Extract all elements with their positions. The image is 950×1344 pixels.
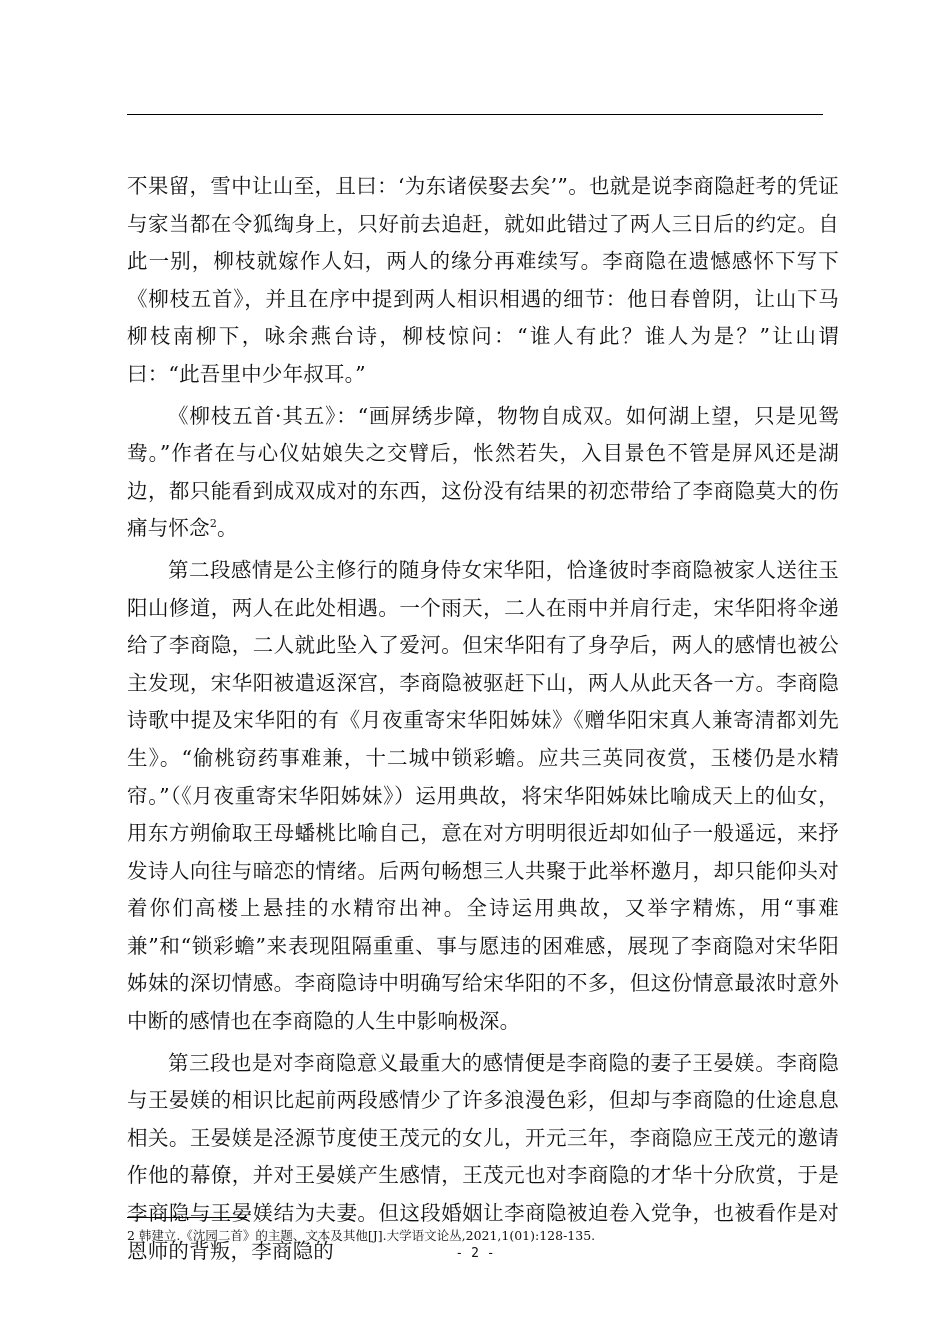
body-text: [127, 168, 839, 1274]
paragraph-4-text: 第三段也是对李商隐意义最重大的感情便是李商隐的妻子王晏媄。李商隐与王晏媄的相识比起前两段感情少了许多浪漫色彩，但却与李商隐的仕途息息相关。王晏媄是泾源节度使王茂元的女儿，开元三年，李商隐应王茂元的邀请作他的幕僚，并对王晏媄产生感情，王茂元也对李商隐的才华十分欣赏，于是李商隐与王晏媄结为夫妻。但这段婚姻让李商隐被迫卷入党争，也被看作是对恩师的背叛，李商隐的: [127, 1050, 839, 1263]
paragraph-3-text: 第二段感情是公主修行的随身侍女宋华阳，恰逢彼时李商隐被家人送往玉阳山修道，两人在此处相遇。一个雨天，二人在雨中并肩行走，宋华阳将伞递给了李商隐，二人就此坠入了爱河。但宋华阳有了身孕后，两人的感情也被公主发现，宋华阳被遣返深宫，李商隐被驱赶下山，两人从此天各一方。李商隐诗歌中提及宋华阳的有《月夜重寄宋华阳姊妹》《赠华阳宋真人兼寄清都刘先生》。“偷桃窃药事难兼，十二城中锁彩蟾。应共三英同夜赏，玉楼仍是水精帘。”（《月夜重寄宋华阳姊妹》）运用典故，将宋华阳姊妹比喻成天上的仙女，用东方朔偷取王母蟠桃比喻自己，意在对方明明很近却如仙子一般遥远，来抒发诗人向往与暗恋的情绪。后两句畅想三人共聚于此举杯邀月，却只能仰头对着你们高楼上悬挂的水精帘出神。全诗运用典故，又举字精炼，用“事难兼”和“锁彩蟾”来表现阻隔重重、事与愿违的困难感，展现了李商隐对宋华阳姊妹的深切情感。李商隐诗中明确写给宋华阳的不多，但这份情意最浓时意外中断的感情也在李商隐的人生中影响极深。: [127, 557, 839, 1034]
footnote-marker: 2: [209, 517, 218, 531]
paragraph-1: [127, 168, 839, 394]
footnote: 2 韩建立.《沈园二首》的主题、文本及其他[J].大学语文论丛,2021,1(01):128-135.: [127, 1228, 596, 1243]
paragraph-2-text: 《柳枝五首·其五》：“画屏绣步障，物物自成双。如何湖上望，只是见鸳鸯。”作者在与心仪姑娘失之交臂后，怅然若失，入目景色不管是屏风还是湖边，都只能看到成双成对的东西，这份没有结果的初恋带给了李商隐莫大的伤痛与怀念: [127, 403, 839, 541]
paragraph-1-text: 不果留，雪中让山至，且曰：‘为东诸侯娶去矣’”。也就是说李商隐赶考的凭证与家当都在令狐绹身上，只好前去追赶，就如此错过了两人三日后的约定。自此一别，柳枝就嫁作人妇，两人的缘分再难续写。李商隐在遗憾感怀下写下《柳枝五首》，并且在序中提到两人相识相遇的细节：他日春曾阴，让山下马柳枝南柳下，咏余燕台诗，柳枝惊问：“谁人有此？谁人为是？”让山谓曰：“此吾里中少年叔耳。”: [127, 174, 839, 386]
page-number: - 2 -: [455, 1246, 495, 1261]
paragraph-3: [127, 552, 839, 1041]
paragraph-2: [127, 398, 839, 548]
paragraph-2-tail: 。: [217, 516, 238, 541]
header-rule: [127, 114, 823, 115]
footnote-rule: [127, 1217, 247, 1218]
